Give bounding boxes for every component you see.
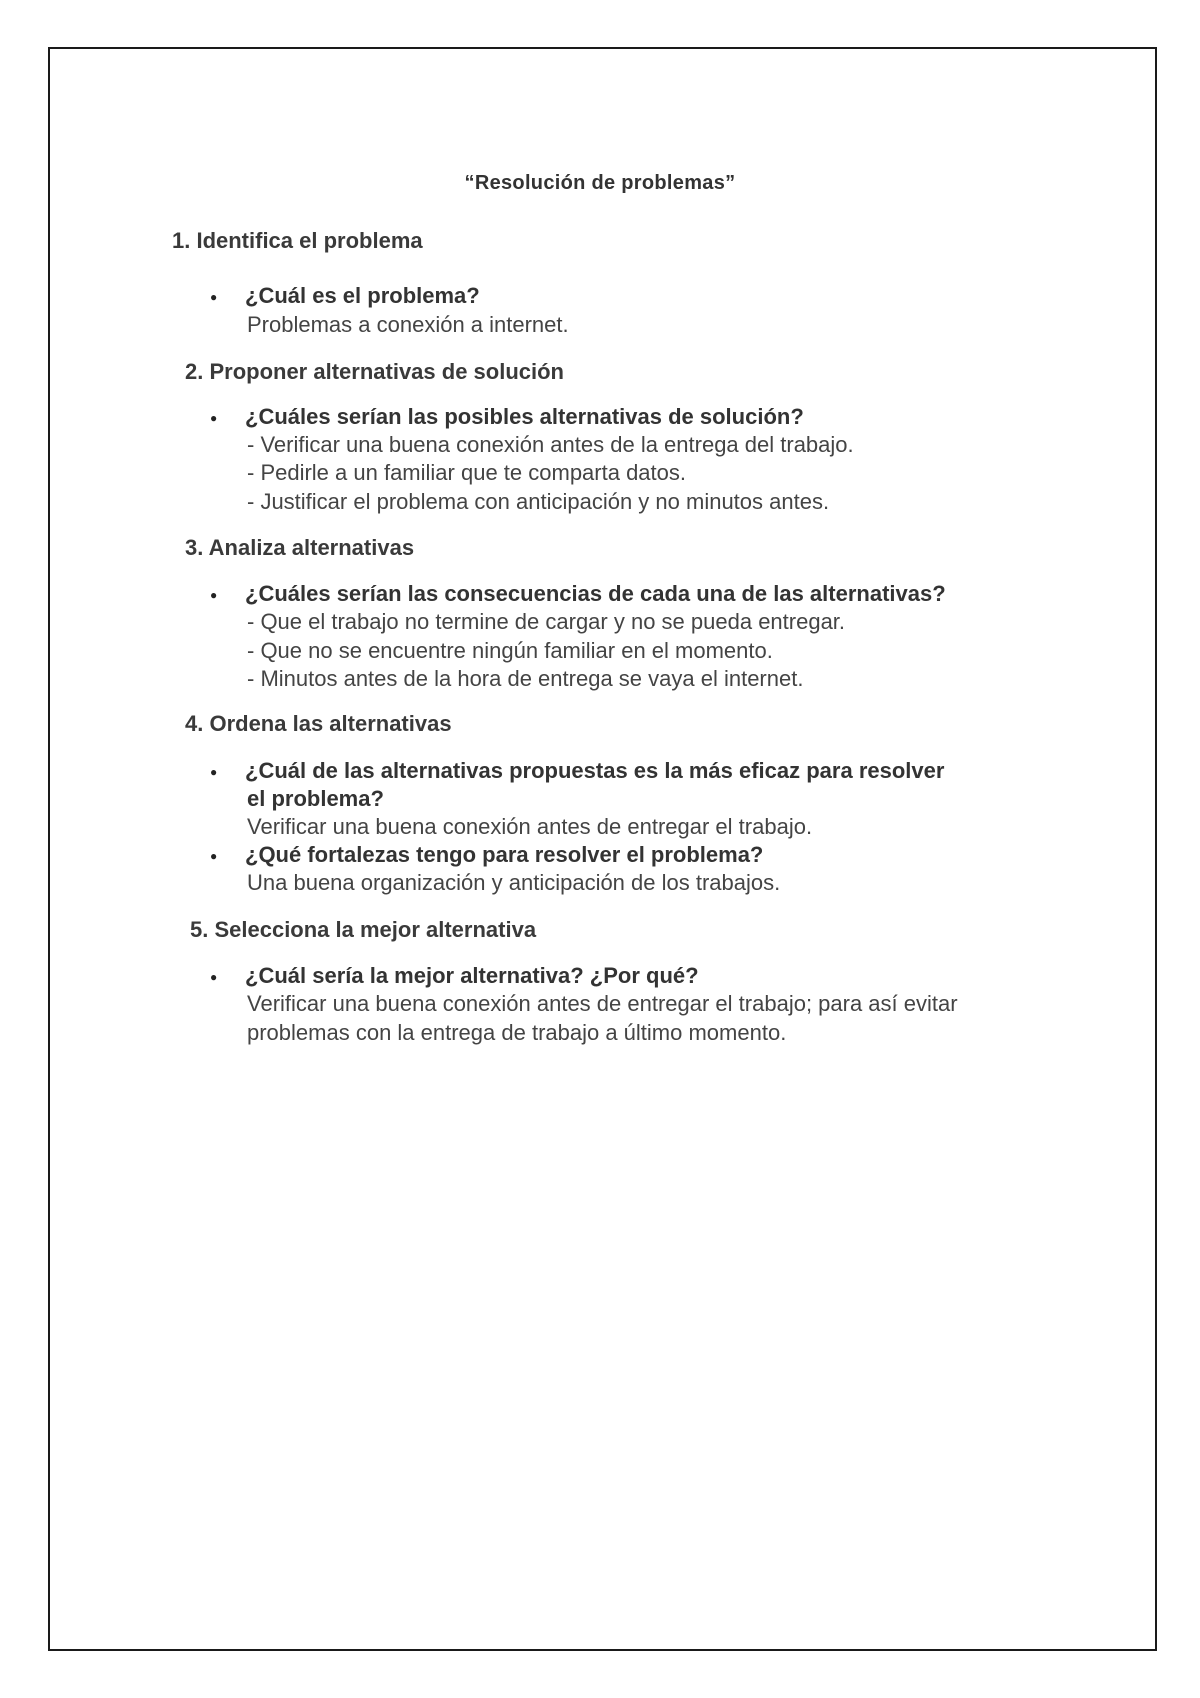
section-heading-5: 5. Selecciona la mejor alternativa bbox=[190, 917, 537, 942]
bullet-icon: ● bbox=[210, 588, 218, 602]
section-heading-3: 3. Analiza alternativas bbox=[185, 535, 415, 560]
section-heading-2: 2. Proponer alternativas de solución bbox=[185, 359, 564, 384]
question-3: ¿Cuáles serían las consecuencias de cada una de las alternativas? bbox=[245, 581, 946, 606]
bullet-icon: ● bbox=[210, 849, 218, 863]
question-2: ¿Cuáles serían las posibles alternativas de solución? bbox=[245, 404, 804, 429]
answer-line: Problemas a conexión a internet. bbox=[247, 312, 569, 337]
answer-line: - Justificar el problema con anticipación y no minutos antes. bbox=[247, 489, 830, 514]
answer-line: Una buena organización y anticipación de los trabajos. bbox=[247, 870, 781, 895]
bullet-icon: ● bbox=[210, 290, 218, 304]
question-1: ¿Cuál es el problema? bbox=[245, 283, 480, 308]
bullet-icon: ● bbox=[210, 970, 218, 984]
question-4a-line-2: el problema? bbox=[247, 786, 384, 811]
answer-line: problemas con la entrega de trabajo a último momento. bbox=[247, 1020, 787, 1045]
bullet-icon: ● bbox=[210, 765, 218, 779]
answer-line: - Que el trabajo no termine de cargar y no se pueda entregar. bbox=[247, 609, 846, 634]
answer-line: - Pedirle a un familiar que te comparta datos. bbox=[247, 460, 687, 485]
answer-line: Verificar una buena conexión antes de entregar el trabajo; para así evitar bbox=[247, 991, 958, 1016]
section-heading-1: 1. Identifica el problema bbox=[172, 228, 423, 253]
question-4a-line-1: ¿Cuál de las alternativas propuestas es la más eficaz para resolver bbox=[245, 758, 945, 783]
answer-line: - Que no se encuentre ningún familiar en el momento. bbox=[247, 638, 773, 663]
question-4b: ¿Qué fortalezas tengo para resolver el problema? bbox=[245, 842, 764, 867]
answer-line: - Minutos antes de la hora de entrega se vaya el internet. bbox=[247, 666, 804, 691]
section-heading-4: 4. Ordena las alternativas bbox=[185, 711, 452, 736]
document-title: “Resolución de problemas” bbox=[464, 172, 736, 194]
answer-line: Verificar una buena conexión antes de entregar el trabajo. bbox=[247, 814, 813, 839]
question-5: ¿Cuál sería la mejor alternativa? ¿Por qué? bbox=[245, 963, 699, 988]
answer-line: - Verificar una buena conexión antes de la entrega del trabajo. bbox=[247, 432, 854, 457]
bullet-icon: ● bbox=[210, 411, 218, 425]
